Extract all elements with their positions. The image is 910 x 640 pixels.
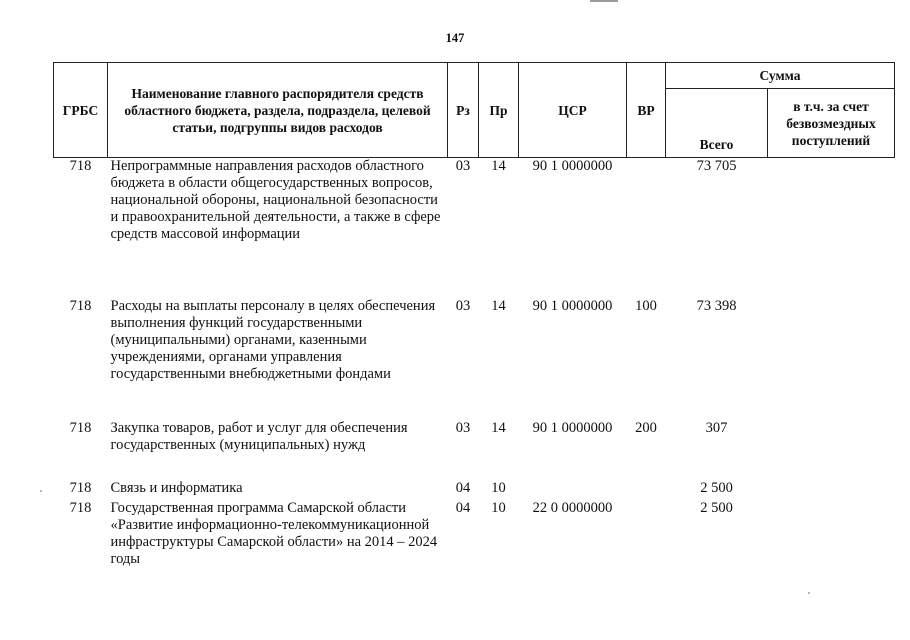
cell-vr: 100 — [635, 298, 657, 314]
cell-total: 2 500 — [700, 480, 733, 496]
header-name: Наименование главного распорядителя средств областного бюджета, раздела, подраздела, целевой статьи, подгруппы видов расходов — [108, 63, 448, 158]
header-total: Всего — [666, 89, 768, 158]
cell-csr — [519, 480, 627, 500]
cell-pr: 10 — [491, 500, 506, 516]
cell-vr: 200 — [635, 420, 657, 436]
header-rz: Рз — [448, 63, 479, 158]
cell-vr — [627, 500, 666, 570]
cell-total: 73 705 — [696, 158, 737, 174]
cell-total: 307 — [705, 420, 728, 436]
cell-grbs: 718 — [69, 298, 92, 314]
cell-csr: 90 1 0000000 — [532, 158, 613, 174]
table-row — [54, 480, 895, 500]
scan-artifact-dot — [808, 592, 810, 594]
table-row — [54, 420, 895, 480]
cell-grbs: 718 — [69, 158, 92, 174]
cell-pr: 10 — [491, 480, 506, 496]
header-grbs: ГРБС — [54, 63, 108, 158]
header-vr: ВР — [627, 63, 666, 158]
table-body — [54, 158, 895, 571]
cell-csr: 90 1 0000000 — [532, 420, 613, 436]
cell-csr: 22 0 0000000 — [532, 500, 613, 516]
scan-artifact-dot — [40, 490, 42, 492]
cell-name: Государственная программа Самарской области «Развитие информационно-телекоммуникационной инфраструктуры Самарской области» на 2014 – 2024 годы — [110, 500, 438, 567]
page-number: 147 — [445, 31, 465, 45]
cell-pr: 14 — [491, 298, 506, 314]
cell-csr: 90 1 0000000 — [532, 298, 613, 314]
cell-grbs: 718 — [69, 420, 92, 436]
cell-name: Непрограммные направления расходов областного бюджета в области общегосударственных вопросов, национальной обороны, национальной безопасности и правоохранительной деятельности, а также в сфере средств массовой информации — [110, 158, 441, 242]
cell-free — [768, 480, 895, 500]
cell-grbs: 718 — [69, 480, 92, 496]
header-csr: ЦСР — [519, 63, 627, 158]
cell-free — [768, 298, 895, 420]
cell-name: Связь и информатика — [110, 480, 243, 496]
cell-rz: 03 — [455, 298, 471, 314]
scan-artifact-top — [590, 0, 618, 2]
cell-free — [768, 158, 895, 299]
cell-vr — [627, 158, 666, 299]
cell-rz: 04 — [455, 480, 471, 496]
cell-free — [768, 420, 895, 480]
cell-pr: 14 — [491, 420, 506, 436]
cell-vr — [627, 480, 666, 500]
table-row — [54, 500, 895, 570]
table-header — [54, 63, 895, 158]
budget-table — [53, 62, 895, 570]
cell-pr: 14 — [491, 158, 506, 174]
table-row — [54, 298, 895, 420]
cell-rz: 03 — [455, 420, 471, 436]
header-free: в т.ч. за счет безвозмездных поступлений — [768, 89, 895, 158]
header-pr: Пр — [479, 63, 519, 158]
header-sum: Сумма — [666, 63, 895, 89]
table-row — [54, 158, 895, 299]
cell-rz: 04 — [455, 500, 471, 516]
cell-name: Закупка товаров, работ и услуг для обеспечения государственных (муниципальных) нужд — [110, 420, 408, 453]
cell-name: Расходы на выплаты персоналу в целях обеспечения выполнения функций государственными (муниципальными) органами, казенными учреждениями, органами управления государственными внебюджетными фондами — [110, 298, 436, 382]
cell-total: 2 500 — [700, 500, 733, 516]
cell-grbs: 718 — [69, 500, 92, 516]
cell-free — [768, 500, 895, 570]
cell-total: 73 398 — [696, 298, 737, 314]
cell-rz: 03 — [455, 158, 471, 174]
